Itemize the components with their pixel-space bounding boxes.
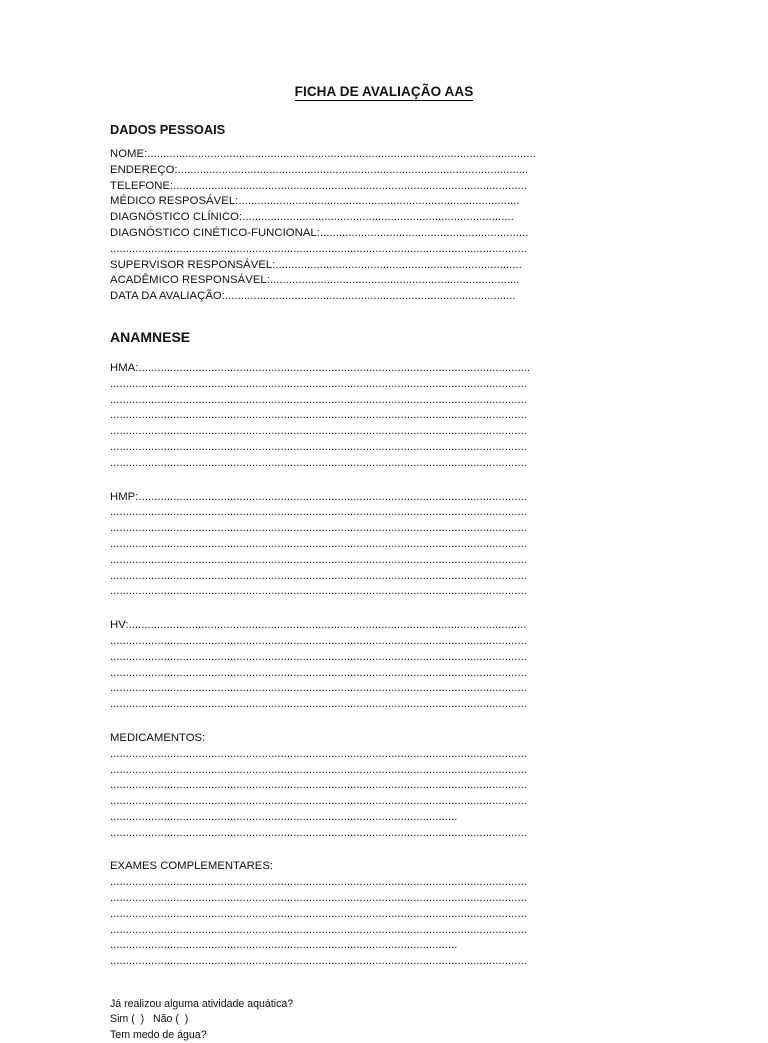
- section-heading-anamnese: ANAMNESE: [110, 328, 191, 345]
- field-dot-leader: ..............................................................................................................................: [128, 619, 527, 632]
- questions-block: [110, 997, 658, 1043]
- section-heading-dados-pessoais: DADOS PESSOAIS: [110, 122, 226, 137]
- subsection-label: MEDICAMENTOS:: [110, 731, 206, 744]
- form-field-row[interactable]: [110, 226, 658, 242]
- writing-line[interactable]: ....................................................................................................................................: [110, 425, 527, 438]
- writing-line[interactable]: ....................................................................................................................................: [110, 585, 527, 598]
- field-dot-leader: ............................................................................................: [224, 290, 516, 303]
- writing-line[interactable]: ....................................................................................................................................: [110, 795, 527, 808]
- spacer: [110, 970, 658, 988]
- writing-line[interactable]: ....................................................................................................................................: [110, 876, 527, 889]
- page-title-text: FICHA DE AVALIAÇÃO AAS: [294, 84, 474, 99]
- field-label: DIAGNÓSTICO CLÍNICO:: [110, 211, 243, 224]
- field-dot-leader: ...............................................................................: [269, 274, 520, 287]
- form-field-row[interactable]: [110, 147, 658, 163]
- writing-line[interactable]: ....................................................................................................................................: [110, 537, 527, 550]
- form-field-row[interactable]: [110, 194, 658, 210]
- field-dot-leader: ......................................................................................: [242, 211, 514, 224]
- field-label: DIAGNÓSTICO CINÉTICO-FUNCIONAL:: [110, 226, 320, 239]
- yes-no-checkbox-row[interactable]: Sim ( ) Não ( ): [110, 1013, 189, 1026]
- writing-line[interactable]: ....................................................................................................................................: [110, 779, 527, 792]
- field-label: DATA DA AVALIAÇÃO:: [110, 290, 225, 303]
- question-text: Já realizou alguma atividade aquática?: [110, 998, 294, 1011]
- writing-line[interactable]: ..............................................................................................................: [110, 939, 458, 952]
- form-field-row[interactable]: [110, 289, 658, 305]
- writing-line[interactable]: ..............................................................................................................: [110, 810, 458, 823]
- writing-line[interactable]: ....................................................................................................................................: [110, 650, 527, 663]
- spacer: [110, 138, 658, 147]
- dotted-continuation-line[interactable]: [110, 242, 658, 258]
- field-label: ACADÊMICO RESPONSÁVEL:: [110, 274, 270, 287]
- writing-line[interactable]: ....................................................................................................................................: [110, 763, 527, 776]
- writing-line[interactable]: ....................................................................................................................................: [110, 747, 527, 760]
- document-content: [110, 0, 658, 1043]
- writing-line[interactable]: ....................................................................................................................................: [110, 923, 527, 936]
- anamnese-subsection-medicamentos: [110, 731, 658, 860]
- writing-line[interactable]: ....................................................................................................................................: [110, 634, 527, 647]
- field-dot-leader: ....................................................................................................................................: [110, 242, 527, 255]
- writing-line[interactable]: ....................................................................................................................................: [110, 377, 527, 390]
- field-dot-leader: ...........................................................................................................................: [147, 148, 536, 160]
- field-label: MÉDICO RESPOSÁVEL:: [110, 195, 239, 208]
- spacer: [110, 345, 658, 361]
- spacer: [110, 841, 658, 859]
- writing-line[interactable]: ....................................................................................................................................: [110, 569, 527, 582]
- writing-line[interactable]: ....................................................................................................................................: [110, 440, 527, 453]
- question-text: Tem medo de água?: [110, 1028, 207, 1041]
- writing-line[interactable]: ....................................................................................................................................: [110, 456, 527, 469]
- field-dot-leader: ...........................................................................................................................: [138, 490, 527, 503]
- field-label: TELEFONE:: [110, 179, 174, 192]
- subsection-label: EXAMES COMPLEMENTARES:: [110, 860, 273, 873]
- form-field-row[interactable]: [110, 163, 658, 179]
- dados-pessoais-fields: [110, 147, 658, 305]
- page-title: [110, 0, 658, 100]
- subsection-label: HV:: [110, 619, 129, 632]
- form-field-row[interactable]: [110, 210, 658, 226]
- spacer: [110, 600, 658, 618]
- subsection-label-row[interactable]: [110, 490, 658, 506]
- writing-line[interactable]: ....................................................................................................................................: [110, 506, 527, 519]
- writing-line[interactable]: ....................................................................................................................................: [110, 522, 527, 535]
- field-label: ENDEREÇO:: [110, 163, 178, 176]
- anamnese-subsection-exames: [110, 859, 658, 988]
- field-dot-leader: ............................................................................................................................: [138, 361, 531, 374]
- writing-line[interactable]: ....................................................................................................................................: [110, 698, 527, 711]
- form-field-row[interactable]: [110, 258, 658, 274]
- field-label: SUPERVISOR RESPONSÁVEL:: [110, 258, 276, 271]
- anamnese-subsection-hma: [110, 361, 658, 490]
- field-dot-leader: ...............................................................................................................: [177, 163, 529, 176]
- writing-line[interactable]: ....................................................................................................................................: [110, 892, 527, 905]
- spacer: [110, 713, 658, 731]
- field-dot-leader: .........................................................................................: [238, 195, 520, 208]
- anamnese-subsection-hv: [110, 618, 658, 731]
- writing-line[interactable]: ....................................................................................................................................: [110, 907, 527, 920]
- subsection-label: HMP:: [110, 490, 139, 503]
- spacer: [110, 988, 658, 997]
- writing-line[interactable]: ....................................................................................................................................: [110, 553, 527, 566]
- form-field-row[interactable]: [110, 273, 658, 289]
- writing-line[interactable]: ....................................................................................................................................: [110, 666, 527, 679]
- subsection-label-row[interactable]: [110, 618, 658, 634]
- anamnese-subsections: [110, 361, 658, 988]
- subsection-label-row[interactable]: [110, 361, 658, 377]
- field-dot-leader: ..............................................................................: [275, 258, 522, 271]
- spacer: [110, 472, 658, 490]
- writing-line[interactable]: ....................................................................................................................................: [110, 955, 527, 968]
- anamnese-subsection-hmp: [110, 490, 658, 619]
- field-dot-leader: ................................................................................................................: [173, 179, 528, 192]
- writing-line[interactable]: ....................................................................................................................................: [110, 826, 527, 839]
- subsection-label: HMA:: [110, 361, 139, 374]
- form-field-row[interactable]: [110, 179, 658, 195]
- writing-line[interactable]: ....................................................................................................................................: [110, 409, 527, 422]
- field-label: NOME:: [110, 148, 148, 160]
- field-dot-leader: ..................................................................: [319, 226, 529, 239]
- writing-line[interactable]: ....................................................................................................................................: [110, 682, 527, 695]
- writing-line[interactable]: ....................................................................................................................................: [110, 393, 527, 406]
